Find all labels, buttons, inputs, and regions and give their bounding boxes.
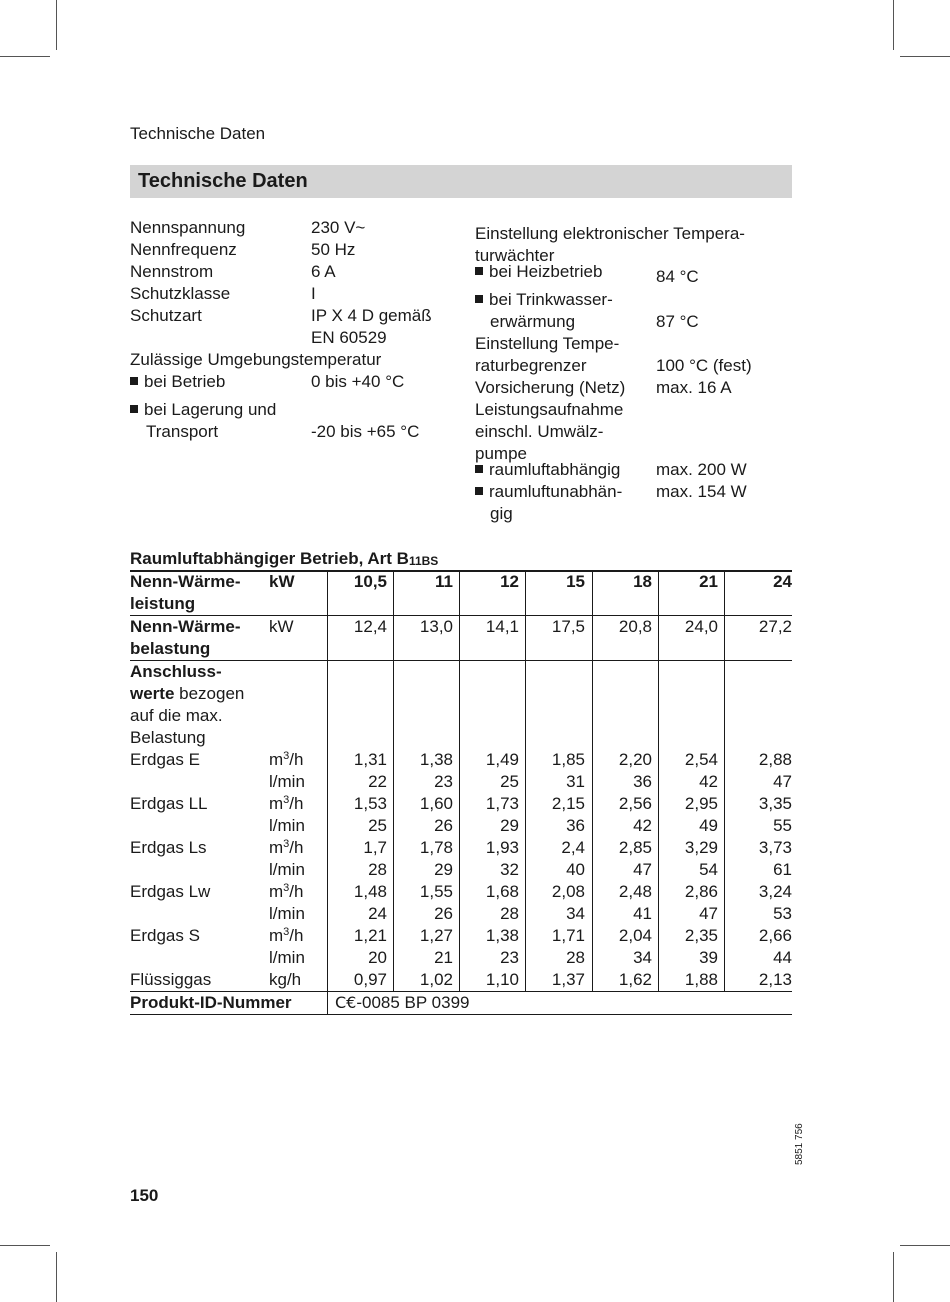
connection-line bbox=[130, 683, 244, 705]
table-cell: 1,53 bbox=[353, 794, 387, 813]
gas-name: Erdgas S bbox=[130, 926, 200, 945]
table-cell: 29 bbox=[434, 860, 453, 879]
row-unit: kW bbox=[269, 572, 295, 591]
table-cell: 14,1 bbox=[485, 617, 519, 636]
table-cell: 2,35 bbox=[684, 926, 718, 945]
table-cell: 2,4 bbox=[561, 838, 585, 857]
table-cell: 20 bbox=[368, 948, 387, 967]
table-cell: 2,56 bbox=[618, 794, 652, 813]
table-cell: 20,8 bbox=[618, 617, 652, 636]
ambient-storage bbox=[130, 399, 276, 421]
crop-mark bbox=[893, 1252, 894, 1302]
crop-mark bbox=[0, 56, 50, 57]
table-cell: 47 bbox=[633, 860, 652, 879]
table-cell: 42 bbox=[633, 816, 652, 835]
row-label: Flüssiggas bbox=[130, 970, 212, 989]
table-cell: 1,02 bbox=[419, 970, 453, 989]
gas-unit-flow: l/min bbox=[269, 772, 305, 791]
table-cell: 36 bbox=[633, 772, 652, 791]
table-cell: 1,93 bbox=[485, 838, 519, 857]
table-cell: 55 bbox=[773, 816, 792, 835]
table-cell: 23 bbox=[500, 948, 519, 967]
connection-rest: bezogen bbox=[174, 684, 245, 703]
table-cell: 28 bbox=[566, 948, 585, 967]
table-cell: 34 bbox=[633, 948, 652, 967]
gas-unit-volume bbox=[269, 837, 303, 859]
table-cell: 2,95 bbox=[684, 794, 718, 813]
ambient-heading: Zulässige Umgebungstemperatur bbox=[130, 350, 382, 369]
spec-label: Nennspannung bbox=[130, 218, 246, 237]
independent-label: raumluftunabhän- bbox=[489, 482, 623, 501]
table-cell: 31 bbox=[566, 772, 585, 791]
table-cell: 61 bbox=[773, 860, 792, 879]
bullet-icon bbox=[475, 487, 483, 495]
heating-value: 84 °C bbox=[656, 267, 699, 286]
table-cell: 2,85 bbox=[618, 838, 652, 857]
table-cell: 40 bbox=[566, 860, 585, 879]
table-cell: 24 bbox=[773, 572, 792, 591]
row-unit: kW bbox=[269, 617, 294, 636]
bullet-icon bbox=[130, 405, 138, 413]
dhw-label: erwärmung bbox=[490, 312, 576, 331]
table-cell: 2,54 bbox=[684, 750, 718, 769]
table-cell: 2,13 bbox=[758, 970, 792, 989]
table-cell: 1,48 bbox=[353, 882, 387, 901]
unit-base: m bbox=[269, 926, 284, 945]
gas-name: Erdgas LL bbox=[130, 794, 208, 813]
table-cell: 49 bbox=[699, 816, 718, 835]
unit-rest: /h bbox=[289, 882, 304, 901]
gas-name: Erdgas Ls bbox=[130, 838, 207, 857]
unit-rest: /h bbox=[289, 926, 304, 945]
table-cell: 0,97 bbox=[353, 970, 387, 989]
table-caption-text: Raumluftabhängiger Betrieb, Art B bbox=[130, 549, 409, 568]
crop-mark bbox=[56, 1252, 57, 1302]
spec-label: Schutzart bbox=[130, 306, 202, 325]
spec-value: IP X 4 D gemäß bbox=[311, 306, 432, 325]
table-cell: 1,55 bbox=[419, 882, 453, 901]
table-cell: 21 bbox=[699, 572, 718, 591]
table-cell: 36 bbox=[566, 816, 585, 835]
ambient-operation-value: 0 bis +40 °C bbox=[311, 372, 405, 391]
unit-exponent: 3 bbox=[283, 838, 290, 850]
crop-mark bbox=[893, 0, 894, 50]
section-title-bar bbox=[130, 165, 792, 198]
bullet-icon bbox=[475, 295, 483, 303]
table-cell: 3,24 bbox=[758, 882, 792, 901]
dependent-label: raumluftabhängig bbox=[489, 460, 621, 479]
row-label: belastung bbox=[130, 639, 211, 658]
table-cell: 1,7 bbox=[363, 838, 387, 857]
table-rule bbox=[130, 1014, 792, 1015]
table-cell: 34 bbox=[566, 904, 585, 923]
bullet-icon bbox=[475, 267, 483, 275]
table-cell: 3,73 bbox=[758, 838, 792, 857]
heating-item bbox=[475, 261, 602, 283]
table-cell: 41 bbox=[633, 904, 652, 923]
spec-value: 6 A bbox=[311, 262, 336, 281]
connection-line: Anschluss- bbox=[130, 662, 222, 681]
gas-unit-volume bbox=[269, 925, 303, 947]
unit-base: m bbox=[269, 750, 284, 769]
table-cell: 13,0 bbox=[419, 617, 453, 636]
ambient-storage-value: -20 bis +65 °C bbox=[311, 422, 420, 441]
table-cell: 3,29 bbox=[684, 838, 718, 857]
table-cell: 54 bbox=[699, 860, 718, 879]
product-id-label: Produkt-ID-Nummer bbox=[130, 993, 292, 1012]
table-cell: 10,5 bbox=[353, 572, 387, 591]
table-cell: 44 bbox=[773, 948, 792, 967]
table-rule bbox=[724, 571, 725, 991]
dependent-item bbox=[475, 459, 620, 481]
row-label: Nenn-Wärme- bbox=[130, 572, 241, 591]
power-label: pumpe bbox=[475, 444, 527, 463]
independent-label: gig bbox=[490, 504, 513, 523]
table-cell: 1,71 bbox=[551, 926, 585, 945]
table-caption-sub: 11BS bbox=[408, 554, 439, 568]
table-cell: 1,78 bbox=[419, 838, 453, 857]
ambient-storage-label: bei Lagerung und bbox=[144, 400, 277, 419]
table-cell: 24 bbox=[368, 904, 387, 923]
gas-name: Erdgas Lw bbox=[130, 882, 211, 901]
crop-mark bbox=[900, 1245, 950, 1246]
bullet-icon bbox=[130, 377, 138, 385]
table-cell: 22 bbox=[368, 772, 387, 791]
dependent-value: max. 200 W bbox=[656, 460, 747, 479]
table-cell: 1,60 bbox=[419, 794, 453, 813]
dhw-item bbox=[475, 289, 613, 311]
table-cell: 21 bbox=[434, 948, 453, 967]
table-cell: 29 bbox=[500, 816, 519, 835]
table-cell: 28 bbox=[500, 904, 519, 923]
table-cell: 26 bbox=[434, 904, 453, 923]
table-cell: 1,49 bbox=[485, 750, 519, 769]
table-cell: 1,21 bbox=[353, 926, 387, 945]
table-cell: 1,10 bbox=[485, 970, 519, 989]
table-cell: 1,73 bbox=[485, 794, 519, 813]
table-cell: 2,20 bbox=[618, 750, 652, 769]
table-cell: 1,27 bbox=[419, 926, 453, 945]
connection-line: auf die max. bbox=[130, 706, 223, 725]
table-cell: 39 bbox=[699, 948, 718, 967]
table-rule bbox=[130, 660, 792, 661]
row-unit: kg/h bbox=[269, 970, 302, 989]
spec-label: Nennfrequenz bbox=[130, 240, 237, 259]
unit-exponent: 3 bbox=[283, 794, 290, 806]
product-id-value bbox=[335, 992, 469, 1014]
table-cell: 15 bbox=[566, 572, 585, 591]
table-cell: 1,85 bbox=[551, 750, 585, 769]
table-cell: 2,04 bbox=[618, 926, 652, 945]
fuse-label: Vorsicherung (Netz) bbox=[475, 378, 626, 397]
thermostat-heading: Einstellung elektronischer Tempera- bbox=[475, 224, 745, 243]
table-cell: 1,37 bbox=[551, 970, 585, 989]
table-cell: 1,38 bbox=[485, 926, 519, 945]
unit-exponent: 3 bbox=[283, 882, 290, 894]
connection-line: Belastung bbox=[130, 728, 206, 747]
unit-exponent: 3 bbox=[283, 926, 290, 938]
table-cell: 24,0 bbox=[684, 617, 718, 636]
table-cell: 12,4 bbox=[353, 617, 387, 636]
table-cell: 1,62 bbox=[618, 970, 652, 989]
crop-mark bbox=[900, 56, 950, 57]
table-cell: 42 bbox=[699, 772, 718, 791]
running-header: Technische Daten bbox=[130, 124, 266, 143]
table-cell: 17,5 bbox=[551, 617, 585, 636]
gas-unit-volume bbox=[269, 749, 303, 771]
gas-unit-flow: l/min bbox=[269, 860, 305, 879]
gas-unit-volume bbox=[269, 881, 303, 903]
table-cell: 1,38 bbox=[419, 750, 453, 769]
unit-rest: /h bbox=[289, 838, 304, 857]
spec-label: Schutzklasse bbox=[130, 284, 231, 303]
dhw-label: bei Trinkwasser- bbox=[489, 290, 613, 309]
table-cell: 53 bbox=[773, 904, 792, 923]
spec-value: 50 Hz bbox=[311, 240, 356, 259]
table-cell: 32 bbox=[500, 860, 519, 879]
product-id-number: -0085 BP 0399 bbox=[356, 993, 470, 1012]
dhw-value: 87 °C bbox=[656, 312, 699, 331]
power-label: einschl. Umwälz- bbox=[475, 422, 604, 441]
unit-base: m bbox=[269, 882, 284, 901]
spec-label: Nennstrom bbox=[130, 262, 214, 281]
ce-mark-icon: C€ bbox=[335, 993, 357, 1012]
unit-base: m bbox=[269, 794, 284, 813]
gas-unit-flow: l/min bbox=[269, 904, 305, 923]
table-cell: 2,66 bbox=[758, 926, 792, 945]
fuse-value: max. 16 A bbox=[656, 378, 732, 397]
limiter-label: raturbegrenzer bbox=[475, 356, 587, 375]
unit-rest: /h bbox=[289, 750, 304, 769]
gas-unit-flow: l/min bbox=[269, 948, 305, 967]
table-cell: 27,2 bbox=[758, 617, 792, 636]
power-label: Leistungsaufnahme bbox=[475, 400, 624, 419]
connection-bold: werte bbox=[130, 684, 175, 703]
crop-mark bbox=[0, 1245, 50, 1246]
table-cell: 2,48 bbox=[618, 882, 652, 901]
spec-value: EN 60529 bbox=[311, 328, 387, 347]
ambient-storage-label: Transport bbox=[146, 422, 219, 441]
unit-rest: /h bbox=[289, 794, 304, 813]
gas-unit-flow: l/min bbox=[269, 816, 305, 835]
independent-item bbox=[475, 481, 622, 503]
table-cell: 11 bbox=[435, 572, 453, 591]
page-number: 150 bbox=[130, 1186, 159, 1205]
crop-mark bbox=[56, 0, 57, 50]
spec-value: 230 V~ bbox=[311, 218, 366, 237]
spec-value: I bbox=[311, 284, 316, 303]
gas-unit-volume bbox=[269, 793, 303, 815]
table-cell: 2,86 bbox=[684, 882, 718, 901]
document-code: 5851 756 bbox=[794, 1123, 805, 1165]
table-cell: 1,68 bbox=[485, 882, 519, 901]
table-cell: 12 bbox=[500, 572, 519, 591]
table-cell: 25 bbox=[368, 816, 387, 835]
table-cell: 2,15 bbox=[551, 794, 585, 813]
table-cell: 1,88 bbox=[684, 970, 718, 989]
gas-name: Erdgas E bbox=[130, 750, 200, 769]
bullet-icon bbox=[475, 465, 483, 473]
table-cell: 25 bbox=[500, 772, 519, 791]
table-cell: 47 bbox=[699, 904, 718, 923]
independent-value: max. 154 W bbox=[656, 482, 747, 501]
table-cell: 47 bbox=[773, 772, 792, 791]
thermostat-heading: turwächter bbox=[475, 246, 555, 265]
table-cell: 26 bbox=[434, 816, 453, 835]
table-cell: 3,35 bbox=[758, 794, 792, 813]
row-label: Nenn-Wärme- bbox=[130, 617, 241, 636]
ambient-operation bbox=[130, 371, 225, 393]
limiter-label: Einstellung Tempe- bbox=[475, 334, 620, 353]
table-cell: 2,88 bbox=[758, 750, 792, 769]
table-cell: 1,31 bbox=[353, 750, 387, 769]
ambient-operation-label: bei Betrieb bbox=[144, 372, 226, 391]
unit-base: m bbox=[269, 838, 284, 857]
section-title: Technische Daten bbox=[138, 170, 308, 192]
limiter-value: 100 °C (fest) bbox=[656, 356, 752, 375]
table-cell: 18 bbox=[633, 572, 652, 591]
row-label: leistung bbox=[130, 594, 196, 613]
table-cell: 23 bbox=[434, 772, 453, 791]
table-caption bbox=[130, 549, 438, 569]
table-cell: 28 bbox=[368, 860, 387, 879]
table-cell: 2,08 bbox=[551, 882, 585, 901]
heating-label: bei Heizbetrieb bbox=[489, 262, 603, 281]
unit-exponent: 3 bbox=[283, 750, 290, 762]
